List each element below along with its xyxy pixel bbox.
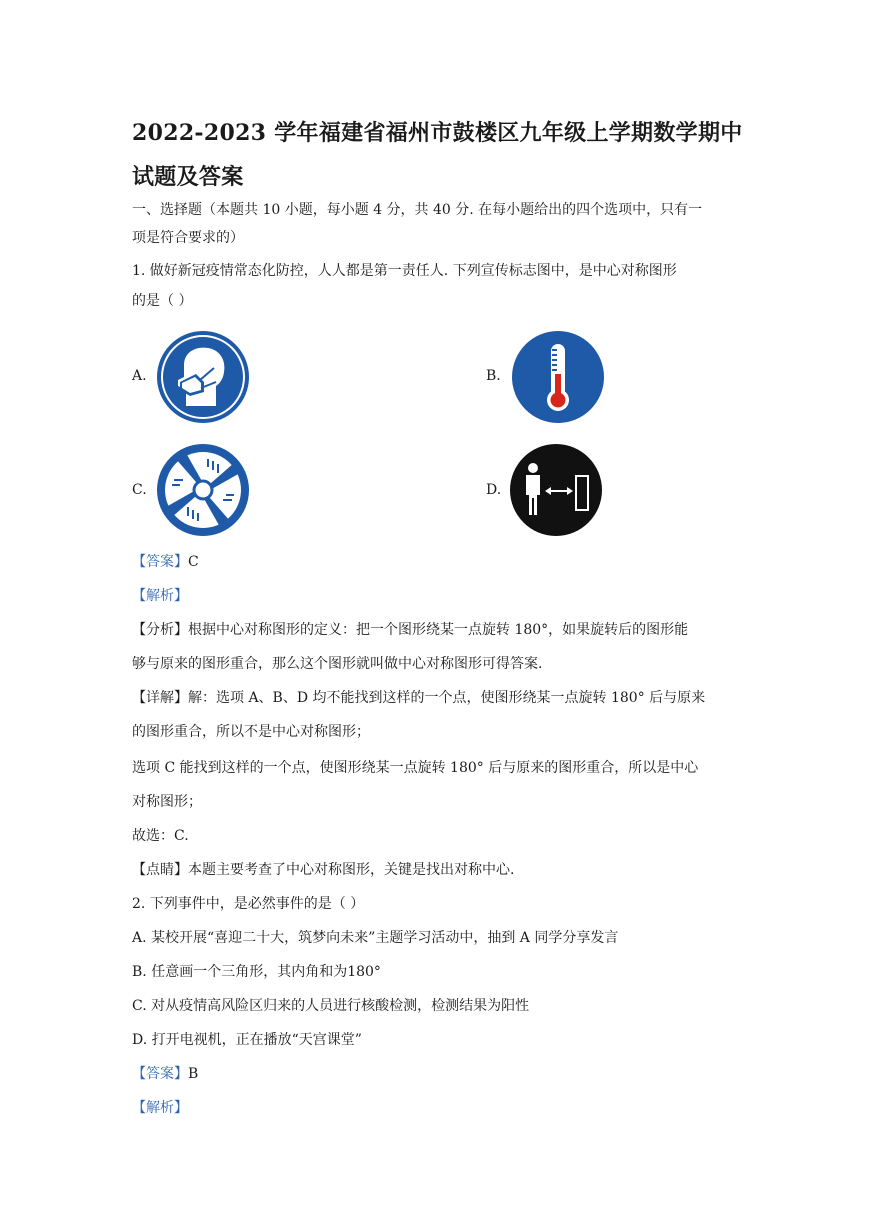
question1-answer (132, 552, 199, 572)
xiangjie-line2: 的图形重合，所以不是中心对称图形； (132, 724, 370, 740)
option-b-label: B. (486, 368, 501, 384)
xiangjie-line5: 故选：C. (132, 828, 189, 844)
question2-analysis-heading (132, 1098, 188, 1118)
answer-value: B (188, 1066, 199, 1082)
question2-option-a: A. 某校开展“喜迎二十大，筑梦向未来”主题学习活动中，抽到 A 同学分享发言 (132, 930, 619, 946)
question2-answer (132, 1064, 198, 1084)
fenxi-line1 (132, 620, 688, 640)
analysis-tag: 【解析】 (132, 588, 188, 604)
xiangjie-line3: 选项 C 能找到这样的一个点，使图形绕某一点旋转 180° 后与原来的图形重合，所以是中心 (132, 760, 699, 776)
xiangjie-tag: 【详解】 (132, 690, 188, 706)
question1-stem-line2: 的是（ ） (132, 293, 193, 309)
dianjing-tag: 【点睛】 (132, 862, 188, 878)
answer-value: C (188, 554, 199, 570)
xiangjie-line4: 对称图形； (132, 794, 202, 810)
question1-stem-line1: 1. 做好新冠疫情常态化防控，人人都是第一责任人. 下列宣传标志图中，是中心对称图形 (132, 263, 677, 279)
answer-tag: 【答案】 (132, 554, 188, 570)
question2-option-b: B. 任意画一个三角形，其内角和为180° (132, 964, 381, 980)
analysis-tag: 【解析】 (132, 1100, 188, 1116)
section-heading-line2: 项是符合要求的） (132, 230, 244, 246)
option-d-label: D. (486, 482, 502, 498)
section-heading-line1: 一、选择题（本题共 10 小题，每小题 4 分，共 40 分. 在每小题给出的四个选项中，只有一 (132, 202, 703, 218)
ventilation-fan-icon (156, 443, 250, 537)
answer-tag: 【答案】 (132, 1066, 188, 1082)
dianjing-line (132, 860, 514, 880)
fenxi-text1: 根据中心对称图形的定义：把一个图形绕某一点旋转 180°，如果旋转后的图形能 (188, 622, 689, 638)
document-title-line2: 试题及答案 (132, 164, 244, 190)
xiangjie-text1: 解：选项 A、B、D 均不能找到这样的一个点，使图形绕某一点旋转 180° 后与原来 (188, 690, 706, 706)
option-a-label: A. (132, 368, 147, 384)
question2-option-d: D. 打开电视机，正在播放“天宫课堂” (132, 1032, 362, 1048)
fenxi-line2: 够与原来的图形重合，那么这个图形就叫做中心对称图形可得答案. (132, 656, 543, 672)
social-distance-icon (509, 443, 603, 537)
question1-analysis-heading (132, 586, 188, 606)
question2-stem: 2. 下列事件中，是必然事件的是（ ） (132, 896, 365, 912)
dianjing-text: 本题主要考查了中心对称图形，关键是找出对称中心. (188, 862, 515, 878)
document-title-line1: 2022-2023 学年福建省福州市鼓楼区九年级上学期数学期中 (132, 120, 743, 146)
fenxi-tag: 【分析】 (132, 622, 188, 638)
thermometer-icon (511, 330, 605, 424)
face-mask-icon (156, 330, 250, 424)
option-c-label: C. (132, 482, 147, 498)
question2-option-c: C. 对从疫情高风险区归来的人员进行核酸检测，检测结果为阳性 (132, 998, 530, 1014)
xiangjie-line1 (132, 688, 705, 708)
